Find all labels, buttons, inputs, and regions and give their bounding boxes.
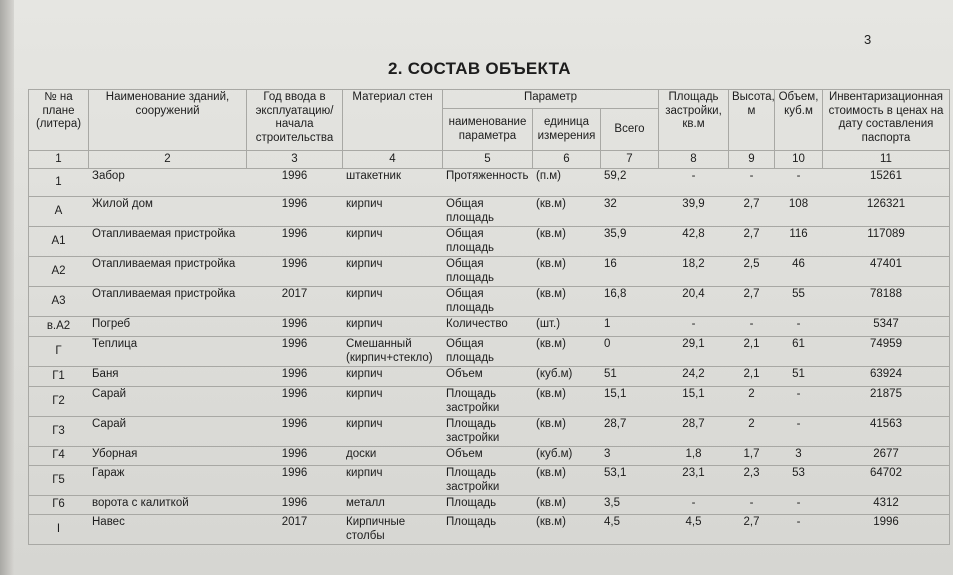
column-number: 9 bbox=[729, 151, 775, 169]
material-cell: кирпич bbox=[343, 227, 443, 257]
liter-cell: Г3 bbox=[29, 417, 89, 447]
header-param-name: наименование параметра bbox=[443, 109, 533, 151]
cost-cell: 78188 bbox=[823, 287, 950, 317]
name-cell: Забор bbox=[89, 169, 247, 197]
name-cell: Отапливаемая пристройка bbox=[89, 287, 247, 317]
height-cell: 2 bbox=[729, 417, 775, 447]
volume-cell: 55 bbox=[775, 287, 823, 317]
total-cell: 32 bbox=[601, 197, 659, 227]
built-area-cell: 42,8 bbox=[659, 227, 729, 257]
header-year: Год ввода в эксплуатацию/ начала строительства bbox=[247, 90, 343, 151]
page-edge-shadow bbox=[0, 0, 14, 575]
header-cost: Инвентаризационная стоимость в ценах на дату составления паспорта bbox=[823, 90, 950, 151]
column-number: 5 bbox=[443, 151, 533, 169]
table-row bbox=[29, 515, 950, 545]
height-cell: 1,7 bbox=[729, 447, 775, 466]
unit-cell: (кв.м) bbox=[533, 387, 601, 417]
height-cell: 2,3 bbox=[729, 466, 775, 496]
cost-cell: 21875 bbox=[823, 387, 950, 417]
param-name-cell: Площадь bbox=[443, 515, 533, 545]
height-cell: 2,5 bbox=[729, 257, 775, 287]
param-name-cell: Протяженность bbox=[443, 169, 533, 197]
unit-cell: (кв.м) bbox=[533, 257, 601, 287]
unit-cell: (кв.м) bbox=[533, 227, 601, 257]
year-cell: 1996 bbox=[247, 317, 343, 337]
cost-cell: 5347 bbox=[823, 317, 950, 337]
name-cell: Сарай bbox=[89, 387, 247, 417]
liter-cell: I bbox=[29, 515, 89, 545]
volume-cell: 53 bbox=[775, 466, 823, 496]
liter-cell: Г4 bbox=[29, 447, 89, 466]
table-row bbox=[29, 169, 950, 197]
unit-cell: (куб.м) bbox=[533, 367, 601, 387]
built-area-cell: 23,1 bbox=[659, 466, 729, 496]
volume-cell: - bbox=[775, 317, 823, 337]
volume-cell: - bbox=[775, 496, 823, 515]
table-body bbox=[29, 169, 950, 545]
unit-cell: (кв.м) bbox=[533, 417, 601, 447]
height-cell: - bbox=[729, 169, 775, 197]
liter-cell: А3 bbox=[29, 287, 89, 317]
year-cell: 1996 bbox=[247, 466, 343, 496]
cost-cell: 117089 bbox=[823, 227, 950, 257]
cost-cell: 15261 bbox=[823, 169, 950, 197]
liter-cell: Г bbox=[29, 337, 89, 367]
built-area-cell: 1,8 bbox=[659, 447, 729, 466]
name-cell: Уборная bbox=[89, 447, 247, 466]
unit-cell: (куб.м) bbox=[533, 447, 601, 466]
material-cell: металл bbox=[343, 496, 443, 515]
column-number: 4 bbox=[343, 151, 443, 169]
cost-cell: 41563 bbox=[823, 417, 950, 447]
material-cell: кирпич bbox=[343, 466, 443, 496]
param-name-cell: Объем bbox=[443, 367, 533, 387]
total-cell: 16,8 bbox=[601, 287, 659, 317]
column-number: 6 bbox=[533, 151, 601, 169]
year-cell: 1996 bbox=[247, 169, 343, 197]
table-row bbox=[29, 287, 950, 317]
header-material: Материал стен bbox=[343, 90, 443, 151]
unit-cell: (кв.м) bbox=[533, 337, 601, 367]
cost-cell: 1996 bbox=[823, 515, 950, 545]
material-cell: штакетник bbox=[343, 169, 443, 197]
material-cell: кирпич bbox=[343, 417, 443, 447]
name-cell: Навес bbox=[89, 515, 247, 545]
column-number: 3 bbox=[247, 151, 343, 169]
header-param-unit: единица измерения bbox=[533, 109, 601, 151]
header-liter: № на плане (литера) bbox=[29, 90, 89, 151]
year-cell: 1996 bbox=[247, 197, 343, 227]
param-name-cell: Площадь застройки bbox=[443, 417, 533, 447]
header-name: Наименование зданий, сооружений bbox=[89, 90, 247, 151]
param-name-cell: Общая площадь bbox=[443, 337, 533, 367]
volume-cell: 61 bbox=[775, 337, 823, 367]
height-cell: 2,7 bbox=[729, 227, 775, 257]
document-page bbox=[14, 0, 953, 575]
table-row bbox=[29, 257, 950, 287]
volume-cell: 3 bbox=[775, 447, 823, 466]
year-cell: 1996 bbox=[247, 257, 343, 287]
material-cell: кирпич bbox=[343, 257, 443, 287]
unit-cell: (кв.м) bbox=[533, 496, 601, 515]
cost-cell: 63924 bbox=[823, 367, 950, 387]
built-area-cell: 15,1 bbox=[659, 387, 729, 417]
total-cell: 1 bbox=[601, 317, 659, 337]
year-cell: 1996 bbox=[247, 417, 343, 447]
table-row bbox=[29, 317, 950, 337]
param-name-cell: Площадь bbox=[443, 496, 533, 515]
total-cell: 15,1 bbox=[601, 387, 659, 417]
table-row bbox=[29, 447, 950, 466]
volume-cell: - bbox=[775, 169, 823, 197]
cost-cell: 2677 bbox=[823, 447, 950, 466]
total-cell: 28,7 bbox=[601, 417, 659, 447]
volume-cell: 46 bbox=[775, 257, 823, 287]
year-cell: 1996 bbox=[247, 367, 343, 387]
name-cell: Погреб bbox=[89, 317, 247, 337]
built-area-cell: - bbox=[659, 496, 729, 515]
year-cell: 1996 bbox=[247, 447, 343, 466]
material-cell: кирпич bbox=[343, 197, 443, 227]
built-area-cell: 39,9 bbox=[659, 197, 729, 227]
param-name-cell: Общая площадь bbox=[443, 257, 533, 287]
built-area-cell: 4,5 bbox=[659, 515, 729, 545]
unit-cell: (шт.) bbox=[533, 317, 601, 337]
unit-cell: (кв.м) bbox=[533, 197, 601, 227]
height-cell: 2 bbox=[729, 387, 775, 417]
unit-cell: (кв.м) bbox=[533, 515, 601, 545]
unit-cell: (п.м) bbox=[533, 169, 601, 197]
object-composition-table bbox=[28, 89, 950, 545]
height-cell: 2,7 bbox=[729, 287, 775, 317]
volume-cell: 116 bbox=[775, 227, 823, 257]
column-number: 7 bbox=[601, 151, 659, 169]
total-cell: 16 bbox=[601, 257, 659, 287]
unit-cell: (кв.м) bbox=[533, 466, 601, 496]
name-cell: Баня bbox=[89, 367, 247, 387]
header-height: Высота, м bbox=[729, 90, 775, 151]
material-cell: кирпич bbox=[343, 387, 443, 417]
material-cell: кирпич bbox=[343, 287, 443, 317]
param-name-cell: Общая площадь bbox=[443, 287, 533, 317]
liter-cell: А2 bbox=[29, 257, 89, 287]
year-cell: 2017 bbox=[247, 515, 343, 545]
name-cell: Отапливаемая пристройка bbox=[89, 227, 247, 257]
material-cell: кирпич bbox=[343, 367, 443, 387]
built-area-cell: 20,4 bbox=[659, 287, 729, 317]
cost-cell: 74959 bbox=[823, 337, 950, 367]
height-cell: - bbox=[729, 317, 775, 337]
liter-cell: А bbox=[29, 197, 89, 227]
header-built-area: Площадь застройки, кв.м bbox=[659, 90, 729, 151]
height-cell: 2,7 bbox=[729, 515, 775, 545]
header-volume: Объем, куб.м bbox=[775, 90, 823, 151]
built-area-cell: - bbox=[659, 317, 729, 337]
column-number: 11 bbox=[823, 151, 950, 169]
material-cell: Кирпичные столбы bbox=[343, 515, 443, 545]
liter-cell: Г5 bbox=[29, 466, 89, 496]
table-row bbox=[29, 227, 950, 257]
header-parameter-group: Параметр bbox=[443, 90, 659, 109]
name-cell: ворота с калиткой bbox=[89, 496, 247, 515]
year-cell: 1996 bbox=[247, 387, 343, 417]
column-number: 10 bbox=[775, 151, 823, 169]
cost-cell: 126321 bbox=[823, 197, 950, 227]
param-name-cell: Объем bbox=[443, 447, 533, 466]
built-area-cell: 18,2 bbox=[659, 257, 729, 287]
built-area-cell: 29,1 bbox=[659, 337, 729, 367]
year-cell: 1996 bbox=[247, 227, 343, 257]
total-cell: 35,9 bbox=[601, 227, 659, 257]
volume-cell: 108 bbox=[775, 197, 823, 227]
cost-cell: 64702 bbox=[823, 466, 950, 496]
table-row bbox=[29, 417, 950, 447]
name-cell: Теплица bbox=[89, 337, 247, 367]
cost-cell: 47401 bbox=[823, 257, 950, 287]
name-cell: Гараж bbox=[89, 466, 247, 496]
name-cell: Отапливаемая пристройка bbox=[89, 257, 247, 287]
table-row bbox=[29, 337, 950, 367]
height-cell: - bbox=[729, 496, 775, 515]
param-name-cell: Количество bbox=[443, 317, 533, 337]
table-row bbox=[29, 387, 950, 417]
column-number: 8 bbox=[659, 151, 729, 169]
total-cell: 0 bbox=[601, 337, 659, 367]
param-name-cell: Площадь застройки bbox=[443, 466, 533, 496]
total-cell: 4,5 bbox=[601, 515, 659, 545]
liter-cell: Г6 bbox=[29, 496, 89, 515]
total-cell: 51 bbox=[601, 367, 659, 387]
built-area-cell: 28,7 bbox=[659, 417, 729, 447]
material-cell: Смешанный (кирпич+стекло) bbox=[343, 337, 443, 367]
volume-cell: - bbox=[775, 387, 823, 417]
built-area-cell: - bbox=[659, 169, 729, 197]
height-cell: 2,7 bbox=[729, 197, 775, 227]
param-name-cell: Площадь застройки bbox=[443, 387, 533, 417]
table-row bbox=[29, 466, 950, 496]
height-cell: 2,1 bbox=[729, 337, 775, 367]
cost-cell: 4312 bbox=[823, 496, 950, 515]
param-name-cell: Общая площадь bbox=[443, 227, 533, 257]
total-cell: 53,1 bbox=[601, 466, 659, 496]
material-cell: кирпич bbox=[343, 317, 443, 337]
table-row bbox=[29, 496, 950, 515]
material-cell: доски bbox=[343, 447, 443, 466]
total-cell: 3,5 bbox=[601, 496, 659, 515]
year-cell: 1996 bbox=[247, 496, 343, 515]
column-number: 2 bbox=[89, 151, 247, 169]
liter-cell: Г2 bbox=[29, 387, 89, 417]
liter-cell: 1 bbox=[29, 169, 89, 197]
total-cell: 59,2 bbox=[601, 169, 659, 197]
page-title: 2. СОСТАВ ОБЪЕКТА bbox=[388, 59, 571, 78]
volume-cell: - bbox=[775, 417, 823, 447]
year-cell: 2017 bbox=[247, 287, 343, 317]
year-cell: 1996 bbox=[247, 337, 343, 367]
unit-cell: (кв.м) bbox=[533, 287, 601, 317]
column-number-row bbox=[29, 151, 950, 169]
total-cell: 3 bbox=[601, 447, 659, 466]
header-param-total: Всего bbox=[601, 109, 659, 151]
liter-cell: Г1 bbox=[29, 367, 89, 387]
table-row bbox=[29, 197, 950, 227]
built-area-cell: 24,2 bbox=[659, 367, 729, 387]
volume-cell: 51 bbox=[775, 367, 823, 387]
name-cell: Сарай bbox=[89, 417, 247, 447]
table-row bbox=[29, 367, 950, 387]
name-cell: Жилой дом bbox=[89, 197, 247, 227]
liter-cell: А1 bbox=[29, 227, 89, 257]
height-cell: 2,1 bbox=[729, 367, 775, 387]
param-name-cell: Общая площадь bbox=[443, 197, 533, 227]
volume-cell: - bbox=[775, 515, 823, 545]
liter-cell: в.А2 bbox=[29, 317, 89, 337]
column-number: 1 bbox=[29, 151, 89, 169]
page-number: 3 bbox=[864, 32, 872, 47]
